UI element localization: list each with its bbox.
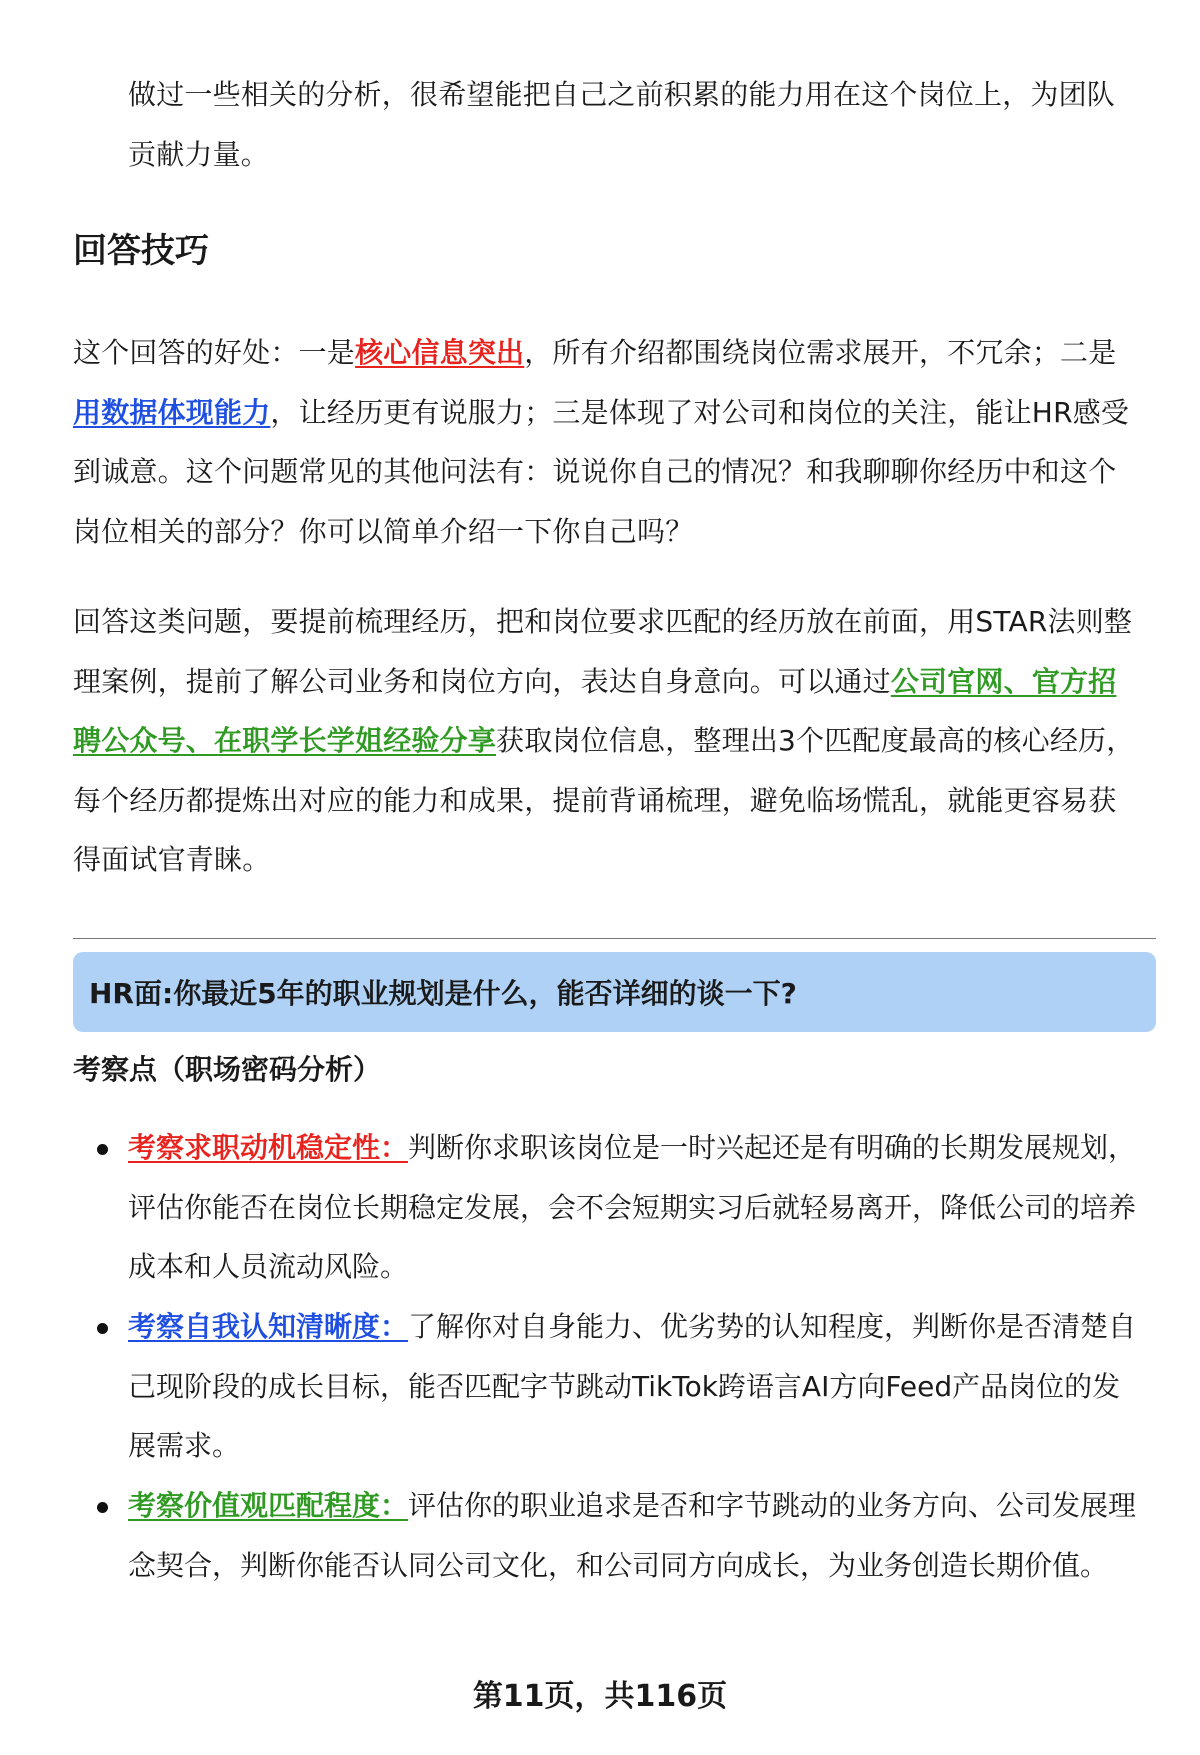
bullet-text: 判断你求职该岗位是一时兴起还是有明确的长期发展规划，评估你能否在岗位长期稳定发展，会不会短期实习后就轻易离开，降低公司的培养成本和人员流动风险。 <box>128 1131 1137 1283</box>
highlight-info-sources: 公司官网、官方招聘公众号、在职学长学姐经验分享 <box>73 664 1117 757</box>
bullet-label: 考察求职动机稳定性： <box>128 1131 409 1164</box>
para1-text-2: ，所有介绍都围绕岗位需求展开，不冗余；二是 <box>524 336 1117 369</box>
list-item <box>128 1476 1148 1595</box>
bullet-label: 考察价值观匹配程度： <box>128 1489 409 1522</box>
bullet-text: 评估你的职业追求是否和字节跳动的业务方向、公司发展理念契合，判断你能否认同公司文化，和公司同方向成长，为业务创造长期价值。 <box>128 1489 1137 1582</box>
section-divider <box>73 938 1156 939</box>
para1-text-3: ，让经历更有说服力；三是体现了对公司和岗位的关注，能让HR感受到诚意。这个问题常见的其他问法有：说说你自己的情况？和我聊聊你经历中和这个岗位相关的部分？你可以简单介绍一下你自己吗？ <box>73 395 1130 548</box>
preparation-paragraph <box>73 592 1143 890</box>
question-box <box>73 952 1156 1032</box>
para2-text-1: 回答这类问题，要提前梳理经历，把和岗位要求匹配的经历放在前面，用STAR法则整理案例，提前了解公司业务和岗位方向，表达自身意向。可以通过 <box>73 605 1133 698</box>
highlight-data-ability: 用数据体现能力 <box>73 395 271 429</box>
answer-tips-paragraph <box>73 323 1143 561</box>
bullet-dot-icon <box>97 1323 108 1334</box>
list-item <box>128 1297 1148 1476</box>
section-title: 回答技巧 <box>73 231 209 271</box>
para1-text-1: 这个回答的好处：一是 <box>73 336 356 369</box>
intro-paragraph: 做过一些相关的分析，很希望能把自己之前积累的能力用在这个岗位上，为团队贡献力量。 <box>128 78 1116 171</box>
bullet-dot-icon <box>97 1502 108 1513</box>
bullet-text: 了解你对自身能力、优劣势的认知程度，判断你是否清楚自己现阶段的成长目标，能否匹配字节跳动TikTok跨语言AI方向Feed产品岗位的发展需求。 <box>128 1310 1137 1462</box>
bullet-dot-icon <box>97 1144 108 1155</box>
para2-text-2: 获取岗位信息，整理出3个匹配度最高的核心经历，每个经历都提炼出对应的能力和成果，提前背诵梳理，避免临场慌乱，就能更容易获得面试官青睐。 <box>73 724 1135 876</box>
page-number: 第11页，共116页 <box>472 1679 728 1714</box>
assessment-points-heading: 考察点（职场密码分析） <box>73 1053 382 1086</box>
highlight-core-info: 核心信息突出 <box>355 336 525 369</box>
list-item <box>128 1118 1148 1297</box>
question-text: HR面:你最近5年的职业规划是什么，能否详细的谈一下? <box>89 977 797 1010</box>
bullet-label: 考察自我认知清晰度： <box>128 1310 409 1343</box>
